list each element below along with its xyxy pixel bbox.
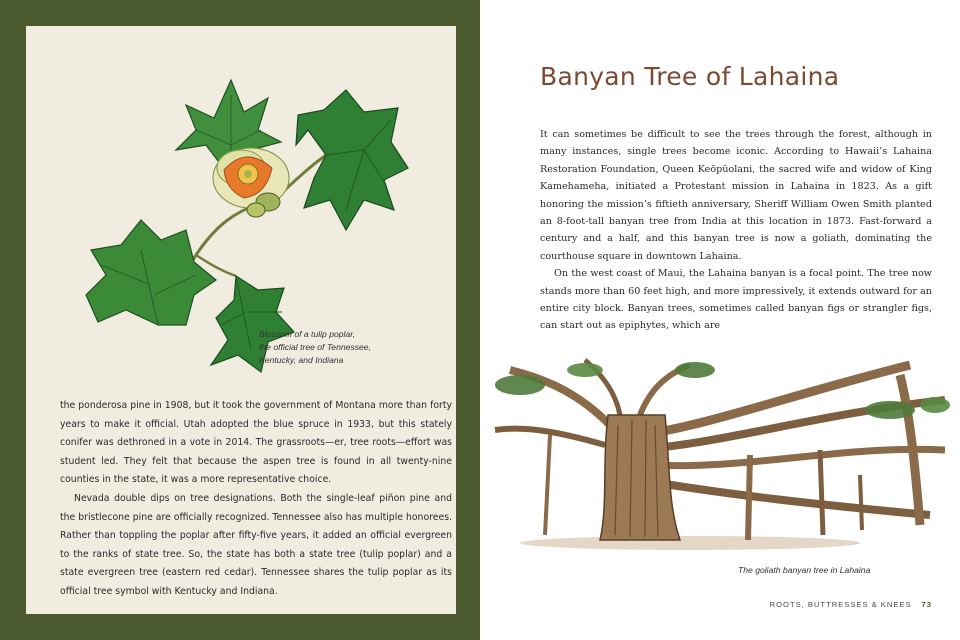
banyan-tree-illustration bbox=[490, 355, 950, 555]
right-page bbox=[480, 0, 960, 640]
left-page-panel bbox=[26, 26, 456, 614]
tulip-caption bbox=[259, 328, 449, 367]
paragraph: the ponderosa pine in 1908, but it took the government of Montana more than forty years to make it official. Utah adopted the blue spruce in 1933, but this stately conifer was dethroned in a vote in 2014. The grassroots—er, tree roots—effort was student led. They felt that because the aspen tree is found in all twenty-nine counties in the state, it was a more representative choice. bbox=[60, 400, 452, 486]
banyan-caption: The goliath banyan tree in Lahaina bbox=[738, 565, 871, 575]
caption-line: the official tree of Tennessee, bbox=[259, 342, 371, 352]
caption-line: Blossom of a tulip poplar, bbox=[259, 329, 356, 339]
section-title: Banyan Tree of Lahaina bbox=[540, 62, 840, 91]
right-body-text bbox=[540, 126, 932, 335]
paragraph: On the west coast of Maui, the Lahaina banyan is a focal point. The tree now stands more than 60 feet high, and more impressively, it extends outward for an entire city block. Banyan trees, sometimes called banyan figs or strangler figs, can start out as epiphytes, which are bbox=[540, 268, 932, 332]
running-head: ROOTS, BUTTRESSES & KNEES bbox=[769, 600, 912, 609]
page-number: 73 bbox=[921, 600, 932, 609]
paragraph: It can sometimes be difficult to see the trees through the forest, although in many instances, single trees become iconic. According to Hawaii’s Lahaina Restoration Foundation, Queen Keōpūolani, the sacred wife and widow of King Kamehameha, initiated a Protestant mission in Lahaina in 1823. As a gift honoring the mission’s fiftieth anniversary, Sheriff William Owen Smith planted an 8-foot-tall banyan tree from India at this location in 1873. Fast-forward a century and a half, and this banyan tree is now a goliath, dominating the courthouse square in downtown Lahaina. bbox=[540, 129, 932, 262]
caption-line: Kentucky, and Indiana bbox=[259, 355, 344, 365]
left-body-text bbox=[60, 397, 452, 602]
page-footer bbox=[760, 600, 932, 609]
paragraph: Nevada double dips on tree designations. Both the single-leaf piñon pine and the bristlecone pine are officially recognized. Tennessee also has multiple honorees. Rather than toppling the poplar after fifty-five years, it added an official evergreen to the ranks of state tree. So, the state has both a state tree (tulip poplar) and a state evergreen tree (eastern red cedar). Tennessee shares the tulip poplar as its official tree symbol with Kentucky and Indiana. bbox=[60, 492, 452, 597]
